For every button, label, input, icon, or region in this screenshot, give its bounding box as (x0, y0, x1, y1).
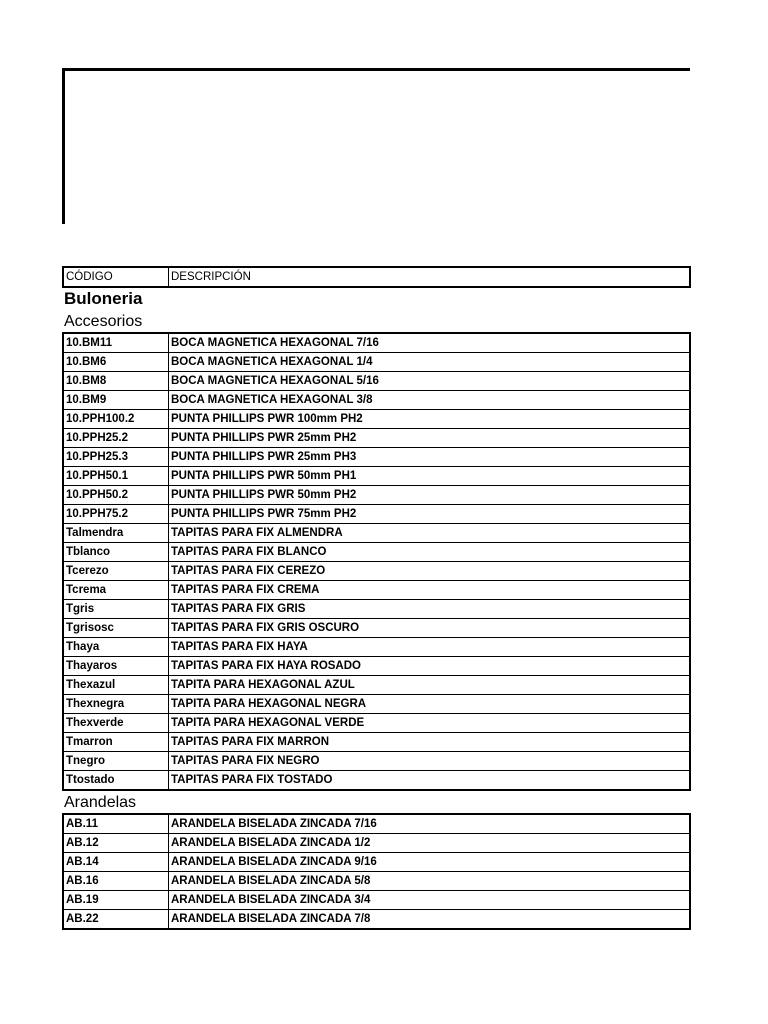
table-row (63, 910, 690, 930)
product-code: AB.16 (63, 872, 169, 891)
table-row (63, 638, 690, 657)
table-row (63, 486, 690, 505)
product-description: TAPITAS PARA FIX CEREZO (169, 562, 691, 581)
product-code: 10.PPH25.2 (63, 429, 169, 448)
table-row (63, 581, 690, 600)
table-row (63, 562, 690, 581)
product-description: PUNTA PHILLIPS PWR 25mm PH3 (169, 448, 691, 467)
product-code: AB.19 (63, 891, 169, 910)
product-code: 10.PPH100.2 (63, 410, 169, 429)
table-row (63, 733, 690, 752)
table-row (63, 543, 690, 562)
product-description: TAPITAS PARA FIX HAYA (169, 638, 691, 657)
product-description: PUNTA PHILLIPS PWR 75mm PH2 (169, 505, 691, 524)
product-code: Ttostado (63, 771, 169, 791)
table-row (63, 657, 690, 676)
product-code: AB.14 (63, 853, 169, 872)
product-description: TAPITAS PARA FIX NEGRO (169, 752, 691, 771)
group-table (62, 332, 691, 791)
product-code: Thaya (63, 638, 169, 657)
product-code: Thexnegra (63, 695, 169, 714)
group-title: Accesorios (64, 313, 143, 330)
product-description: ARANDELA BISELADA ZINCADA 1/2 (169, 834, 691, 853)
product-code: Thayaros (63, 657, 169, 676)
table-row (63, 353, 690, 372)
table-row (63, 676, 690, 695)
groups-container (62, 310, 691, 930)
table-row (63, 600, 690, 619)
product-description: ARANDELA BISELADA ZINCADA 7/16 (169, 814, 691, 834)
table-row (63, 619, 690, 638)
table-row (63, 834, 690, 853)
price-list-sheet (62, 266, 691, 930)
product-description: PUNTA PHILLIPS PWR 50mm PH2 (169, 486, 691, 505)
product-description: PUNTA PHILLIPS PWR 25mm PH2 (169, 429, 691, 448)
product-description: BOCA MAGNETICA HEXAGONAL 7/16 (169, 333, 691, 353)
product-code: Thexazul (63, 676, 169, 695)
product-code: Tblanco (63, 543, 169, 562)
product-code: 10.PPH50.1 (63, 467, 169, 486)
product-description: ARANDELA BISELADA ZINCADA 9/16 (169, 853, 691, 872)
table-row (63, 853, 690, 872)
product-description: ARANDELA BISELADA ZINCADA 7/8 (169, 910, 691, 930)
code-column-header: CÓDIGO (63, 267, 169, 287)
product-description: TAPITAS PARA FIX CREMA (169, 581, 691, 600)
product-description: TAPITAS PARA FIX TOSTADO (169, 771, 691, 791)
product-code: 10.PPH50.2 (63, 486, 169, 505)
product-code: AB.22 (63, 910, 169, 930)
table-row (63, 333, 690, 353)
product-code: Talmendra (63, 524, 169, 543)
product-description: TAPITAS PARA FIX BLANCO (169, 543, 691, 562)
product-description: TAPITAS PARA FIX GRIS (169, 600, 691, 619)
column-header-row (63, 267, 690, 287)
product-description: TAPITAS PARA FIX ALMENDRA (169, 524, 691, 543)
table-row (63, 410, 690, 429)
table-row (63, 891, 690, 910)
table-row (63, 467, 690, 486)
product-code: Tcrema (63, 581, 169, 600)
table-row (63, 391, 690, 410)
product-code: 10.PPH75.2 (63, 505, 169, 524)
product-code: Tcerezo (63, 562, 169, 581)
product-description: BOCA MAGNETICA HEXAGONAL 3/8 (169, 391, 691, 410)
table-row (63, 771, 690, 791)
product-code: 10.PPH25.3 (63, 448, 169, 467)
table-row (63, 752, 690, 771)
group-table (62, 813, 691, 930)
category-title: Buloneria (64, 289, 143, 308)
product-description: PUNTA PHILLIPS PWR 100mm PH2 (169, 410, 691, 429)
table-row (63, 372, 690, 391)
product-description: ARANDELA BISELADA ZINCADA 3/4 (169, 891, 691, 910)
header-frame (62, 68, 690, 224)
product-description: TAPITAS PARA FIX GRIS OSCURO (169, 619, 691, 638)
product-code: 10.BM11 (63, 333, 169, 353)
table-row (63, 714, 690, 733)
product-code: Tnegro (63, 752, 169, 771)
product-description: TAPITAS PARA FIX MARRON (169, 733, 691, 752)
product-code: 10.BM6 (63, 353, 169, 372)
product-code: Thexverde (63, 714, 169, 733)
product-code: 10.BM8 (63, 372, 169, 391)
product-description: TAPITA PARA HEXAGONAL AZUL (169, 676, 691, 695)
product-code: Tmarron (63, 733, 169, 752)
product-description: TAPITAS PARA FIX HAYA ROSADO (169, 657, 691, 676)
product-code: Tgrisosc (63, 619, 169, 638)
product-code: 10.BM9 (63, 391, 169, 410)
table-row (63, 429, 690, 448)
product-code: Tgris (63, 600, 169, 619)
product-description: TAPITA PARA HEXAGONAL NEGRA (169, 695, 691, 714)
product-description: TAPITA PARA HEXAGONAL VERDE (169, 714, 691, 733)
column-header-table (62, 266, 691, 288)
description-column-header: DESCRIPCIÓN (169, 267, 691, 287)
table-row (63, 524, 690, 543)
table-row (63, 505, 690, 524)
table-row (63, 448, 690, 467)
product-code: AB.12 (63, 834, 169, 853)
table-row (63, 872, 690, 891)
product-description: BOCA MAGNETICA HEXAGONAL 5/16 (169, 372, 691, 391)
table-row (63, 814, 690, 834)
table-row (63, 695, 690, 714)
product-description: ARANDELA BISELADA ZINCADA 5/8 (169, 872, 691, 891)
group-title: Arandelas (64, 794, 137, 811)
product-description: PUNTA PHILLIPS PWR 50mm PH1 (169, 467, 691, 486)
product-description: BOCA MAGNETICA HEXAGONAL 1/4 (169, 353, 691, 372)
product-code: AB.11 (63, 814, 169, 834)
